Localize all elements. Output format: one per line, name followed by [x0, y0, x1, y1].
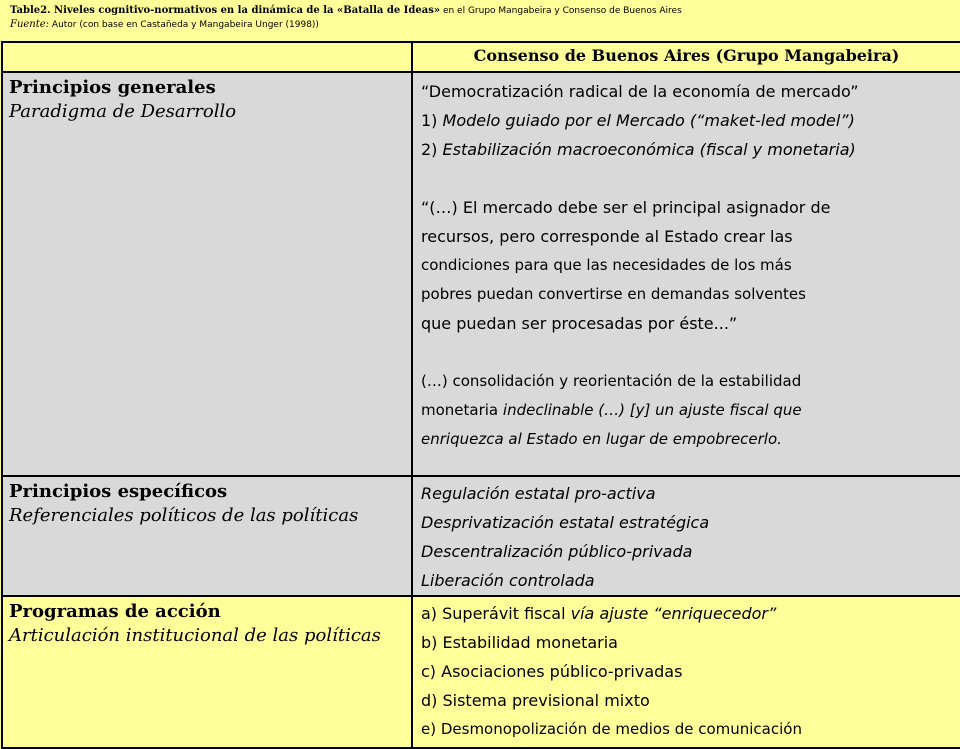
table-row [2, 476, 960, 596]
content-line: que puedan ser procesadas por éste...” [421, 314, 738, 333]
content-line: recursos, pero corresponde al Estado crear las [421, 227, 793, 246]
content-line [421, 396, 954, 425]
caption-source-label: Fuente: [10, 19, 50, 30]
row-label: Principios específicos [9, 481, 228, 502]
content-line-text: a) Superávit fiscal [421, 604, 571, 623]
content-line-italic: indeclinable (…) [y] un ajuste fiscal que [502, 401, 802, 419]
row-label: Principios generales [9, 77, 216, 98]
row-label-cell [2, 72, 412, 476]
content-line-italic: Modelo guiado por el Mercado (“maket-led model”) [442, 111, 855, 130]
header-row [2, 42, 960, 72]
spacer [421, 164, 954, 193]
table-row [2, 596, 960, 748]
content-line: d) Sistema previsional mixto [421, 691, 650, 710]
content-line: (…) consolidación y reorientación de la estabilidad [421, 372, 802, 390]
header-empty-cell [2, 42, 412, 72]
header-column-title: Consenso de Buenos Aires (Grupo Mangabeira) [412, 42, 960, 72]
row-content-cell [412, 596, 960, 748]
content-line: b) Estabilidad monetaria [421, 633, 618, 652]
row-content-cell [412, 72, 960, 476]
content-line: condiciones para que las necesidades de los más [421, 256, 792, 274]
content-line: pobres puedan convertirse en demandas solventes [421, 285, 806, 303]
content-line-italic: vía ajuste “enriquecedor” [570, 604, 777, 623]
row-sublabel: Articulación institucional de las políticas [9, 625, 381, 646]
caption-title-bold: Table2. Niveles cognitivo-normativos en la dinámica de la «Batalla de Ideas» [10, 5, 441, 16]
content-line-italic: Estabilización macroeconómica (fiscal y monetaria) [442, 140, 856, 159]
row-label: Programas de acción [9, 601, 221, 622]
caption-title-rest: en el Grupo Mangabeira y Consenso de Buenos Aires [440, 6, 682, 16]
caption-source [10, 18, 950, 32]
content-line: Descentralización público-privada [421, 542, 693, 561]
row-sublabel: Referenciales políticos de las políticas [9, 505, 359, 526]
content-line: “Democratización radical de la economía de mercado” [421, 82, 859, 101]
content-line-text: monetaria [421, 401, 503, 419]
content-line: Liberación controlada [421, 571, 595, 590]
content-line: Desprivatización estatal estratégica [421, 513, 710, 532]
content-line-number: 2) [421, 140, 443, 159]
table-row [2, 72, 960, 476]
row-sublabel: Paradigma de Desarrollo [9, 101, 237, 122]
table-caption [10, 4, 950, 32]
caption-source-text: Autor (con base en Castañeda y Mangabeira Unger (1998)) [49, 20, 319, 30]
content-line [421, 599, 954, 628]
row-content-cell [412, 476, 960, 596]
content-line [421, 106, 954, 135]
row-label-cell [2, 596, 412, 748]
content-line [421, 135, 954, 164]
content-line: enriquezca al Estado en lugar de empobrecerlo. [421, 430, 782, 448]
caption-title [10, 4, 950, 18]
content-line-number: 1) [421, 111, 443, 130]
row-label-cell [2, 476, 412, 596]
content-line: Regulación estatal pro-activa [421, 484, 656, 503]
content-line: “(…) El mercado debe ser el principal asignador de [421, 198, 831, 217]
content-line: e) Desmonopolización de medios de comunicación [421, 720, 802, 738]
content-line: c) Asociaciones público-privadas [421, 662, 683, 681]
comparison-table [1, 41, 960, 749]
spacer [421, 338, 954, 367]
